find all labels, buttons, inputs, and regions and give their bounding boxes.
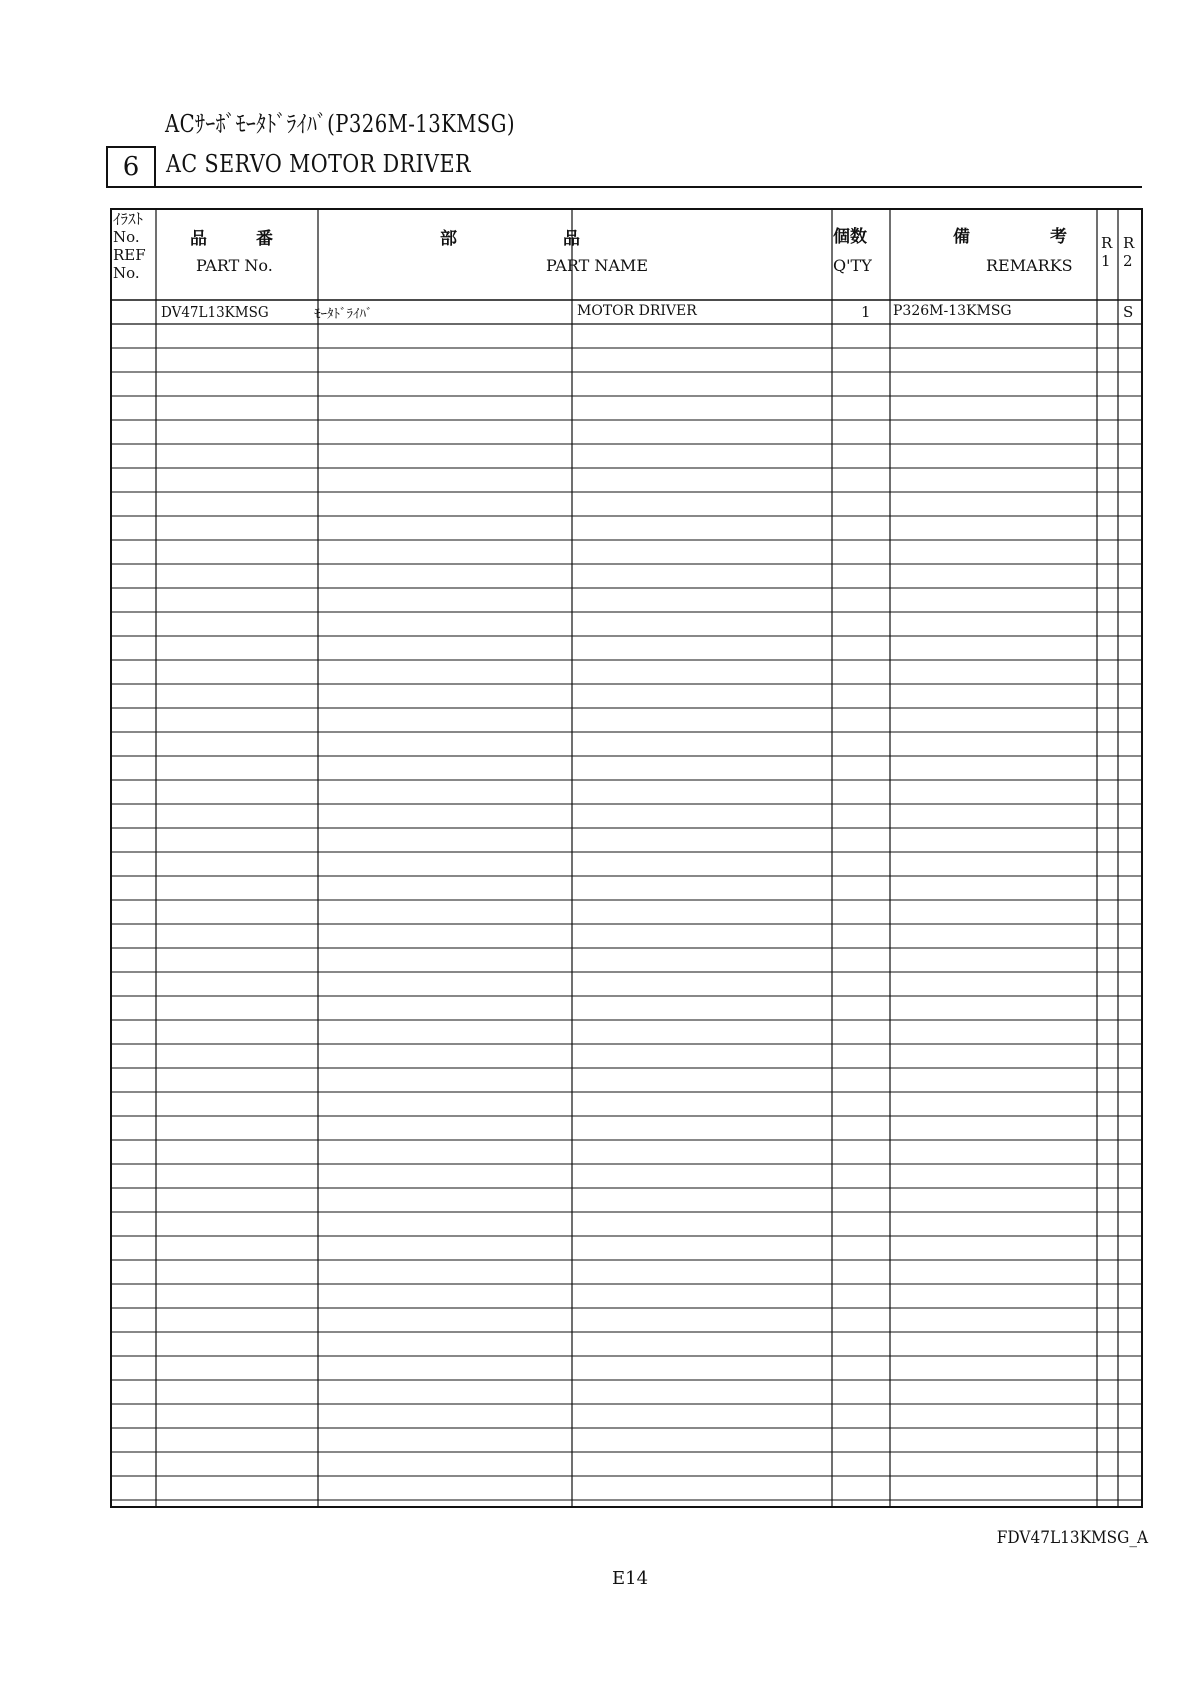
header-r2-b: 2 xyxy=(1123,252,1133,270)
header-r1-b: 1 xyxy=(1101,252,1111,270)
row-1-name-en: MOTOR DRIVER xyxy=(577,303,697,319)
header-r2-a: R xyxy=(1123,234,1135,252)
header-part-no-en: PART No. xyxy=(196,256,273,275)
header-part-no-jp-2: 番 xyxy=(256,229,273,249)
document-code: FDV47L13KMSG_A xyxy=(996,1528,1148,1548)
title-underline xyxy=(106,186,1142,188)
header-part-no-jp-1: 品 xyxy=(190,229,207,249)
header-remarks-en: REMARKS xyxy=(986,256,1073,275)
header-part-name-jp-1: 部 xyxy=(440,229,457,249)
title-japanese: ACｻｰﾎﾞﾓｰﾀﾄﾞﾗｲﾊﾞ(P326M-13KMSG) xyxy=(165,110,515,138)
section-number-box: 6 xyxy=(106,146,156,188)
header-ref-no: No. xyxy=(113,228,140,246)
header-r1-a: R xyxy=(1101,234,1113,252)
page-number: E14 xyxy=(612,1568,649,1589)
row-1-remarks: P326M-13KMSG xyxy=(893,303,1012,319)
row-1-r2: S xyxy=(1123,303,1134,321)
row-1-name-jp: ﾓｰﾀﾄﾞﾗｲﾊﾞ xyxy=(314,307,373,322)
header-ref-no2: No. xyxy=(113,264,140,282)
header-part-name-jp-2: 品 xyxy=(563,229,580,249)
header-ref-jp: ｲﾗｽﾄ xyxy=(113,210,144,228)
table-grid xyxy=(110,208,1143,1508)
title-english: AC SERVO MOTOR DRIVER xyxy=(166,150,471,178)
parts-table xyxy=(110,208,1143,1508)
row-1-part-no: DV47L13KMSG xyxy=(161,303,269,321)
header-ref-ref: REF xyxy=(113,246,146,264)
header-part-name-en: PART NAME xyxy=(546,256,648,275)
header-remarks-jp-2: 考 xyxy=(1050,227,1067,247)
header-qty-jp: 個数 xyxy=(833,227,867,247)
header-remarks-jp-1: 備 xyxy=(953,227,970,247)
header-qty-en: Q'TY xyxy=(833,256,872,275)
row-1-qty: 1 xyxy=(861,303,871,321)
